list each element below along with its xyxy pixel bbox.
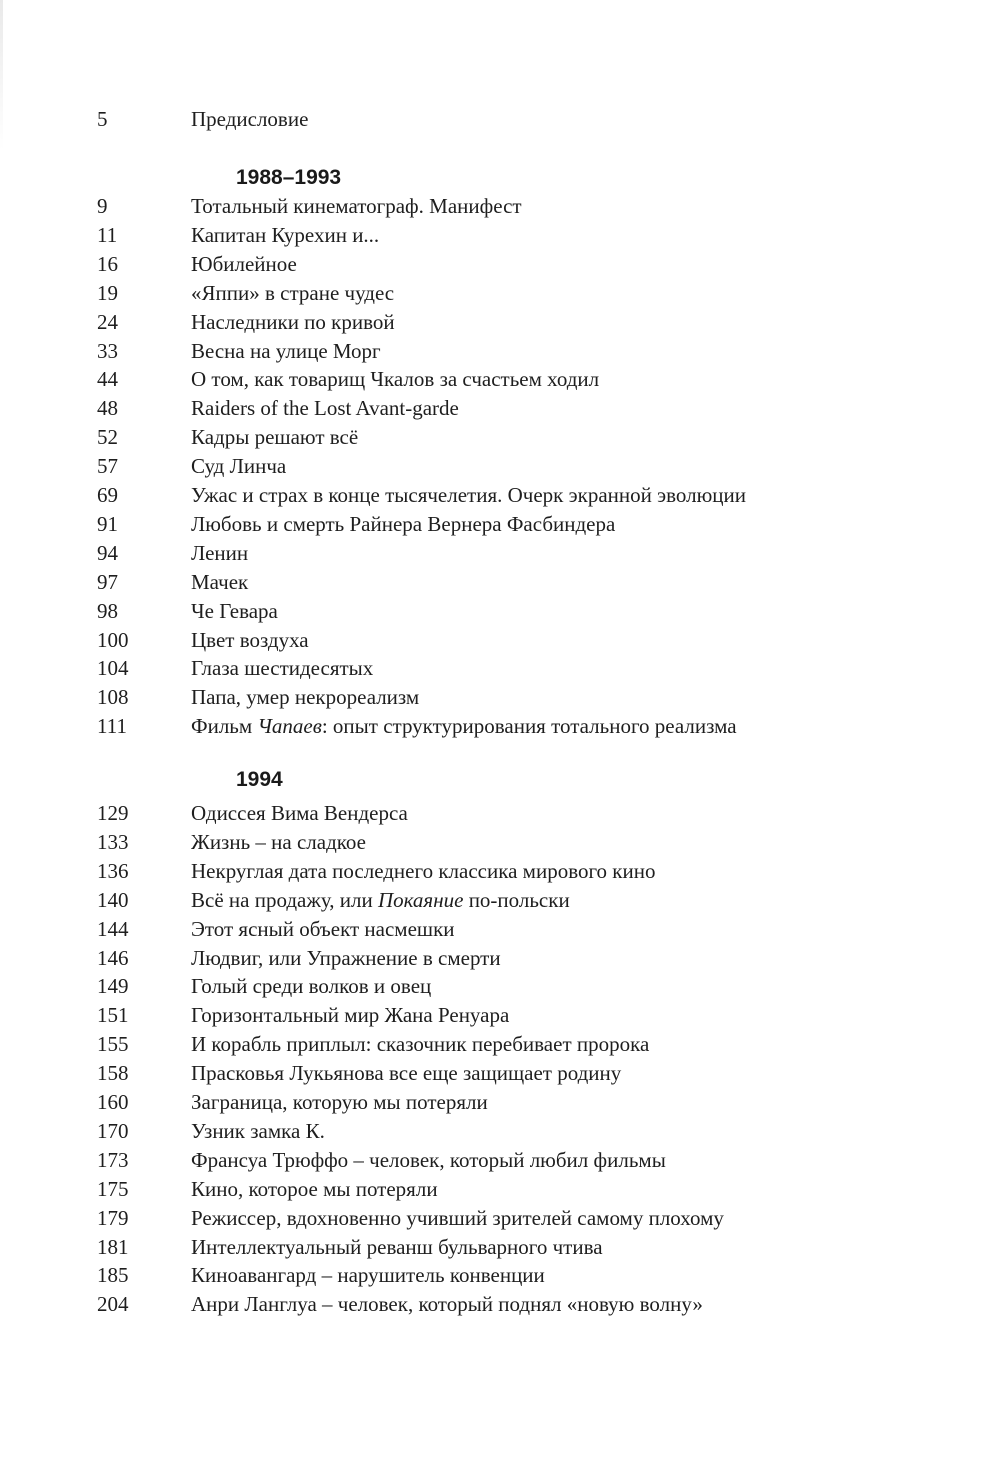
toc-title: Глаза шестидесятых [191, 656, 374, 681]
toc-page-number: 140 [97, 887, 129, 912]
toc-entry [0, 279, 1000, 308]
toc-title: Кино, которое мы потеряли [191, 1176, 438, 1201]
toc-title: Предисловие [191, 107, 309, 131]
section-heading: 1994 [236, 768, 283, 791]
toc-entry [0, 1233, 1000, 1262]
toc-title-part: Всё на продажу, или [191, 887, 378, 912]
toc-title: Весна на улице Морг [191, 338, 381, 363]
toc-entry [0, 250, 1000, 279]
toc-page-number: 173 [97, 1147, 129, 1172]
toc-page-number: 146 [97, 945, 129, 970]
toc-page-number: 204 [97, 1292, 129, 1317]
toc-page-number: 108 [97, 685, 129, 710]
toc-page-number: 175 [97, 1176, 129, 1201]
toc-page-number: 158 [97, 1061, 129, 1086]
toc-title: Некруглая дата последнего классика мирового кино [191, 858, 656, 883]
toc-title-italic: Чапаев [257, 714, 322, 739]
toc-page-number: 94 [97, 540, 118, 565]
toc-entry [0, 828, 1000, 857]
toc-entry [0, 510, 1000, 539]
toc-title: Людвиг, или Упражнение в смерти [191, 945, 501, 970]
toc-page-number: 69 [97, 483, 118, 507]
toc-title: Капитан Курехин и... [191, 222, 380, 247]
toc-entry [0, 221, 1000, 250]
toc-page-number: 24 [97, 309, 118, 334]
toc-page-number: 97 [97, 569, 118, 594]
toc-entry [0, 192, 1000, 221]
toc-page-number: 179 [97, 1205, 129, 1230]
toc-entry [0, 683, 1000, 712]
toc-title: Анри Ланглуа – человек, который поднял «новую волну» [191, 1292, 703, 1317]
toc-page-number: 9 [97, 194, 108, 218]
toc-title: Прасковья Лукьянова все еще защищает родину [191, 1061, 622, 1086]
toc-page-number: 11 [97, 222, 118, 247]
toc-page-number: 129 [97, 801, 129, 825]
toc-entry [0, 857, 1000, 886]
toc-entry [0, 539, 1000, 568]
toc-page-number: 160 [97, 1090, 129, 1114]
toc-title [191, 712, 737, 741]
toc-title: Заграница, которую мы потеряли [191, 1090, 488, 1114]
toc-title-part: : опыт структурирования тотального реализма [321, 714, 737, 739]
toc-title: Любовь и смерть Райнера Вернера Фасбиндера [191, 511, 616, 536]
toc-entry [0, 626, 1000, 655]
toc-title [191, 886, 570, 915]
toc-page-number: 133 [97, 829, 129, 854]
toc-page-number: 149 [97, 974, 129, 999]
toc-title: Узник замка К. [191, 1118, 325, 1143]
toc-entry [0, 1030, 1000, 1059]
toc-entry [0, 337, 1000, 366]
toc-entry [0, 365, 1000, 394]
toc-title: Че Гевара [191, 598, 278, 623]
toc-title: Киноавангард – нарушитель конвенции [191, 1263, 545, 1288]
toc-page-number: 111 [97, 714, 127, 739]
toc-page-number: 57 [97, 454, 118, 479]
toc-page-number: 170 [97, 1118, 129, 1143]
toc-entry [0, 452, 1000, 481]
toc-entry [0, 1059, 1000, 1088]
toc-entry [0, 423, 1000, 452]
toc-entry [0, 308, 1000, 337]
toc-entry [0, 915, 1000, 944]
toc-title: О том, как товарищ Чкалов за счастьем ходил [191, 367, 600, 392]
toc-page-number: 5 [97, 107, 108, 131]
toc-entry [0, 886, 1000, 915]
toc-title: Ужас и страх в конце тысячелетия. Очерк экранной эволюции [191, 483, 747, 507]
toc-entry [0, 1204, 1000, 1233]
toc-page-number: 151 [97, 1003, 129, 1028]
toc-title: Жизнь – на сладкое [191, 829, 366, 854]
toc-entry [0, 394, 1000, 423]
toc-page-number: 52 [97, 425, 118, 450]
toc-page-number: 185 [97, 1263, 129, 1288]
toc-title-part: по-польски [463, 887, 570, 912]
toc-title: Кадры решают всё [191, 425, 359, 450]
toc-entry [0, 654, 1000, 683]
toc-title: Суд Линча [191, 454, 287, 479]
toc-page-number: 44 [97, 367, 118, 392]
toc-page-number: 104 [97, 656, 129, 681]
toc-entry [0, 568, 1000, 597]
toc-title: Наследники по кривой [191, 309, 395, 334]
toc-title: И корабль приплыл: сказочник перебивает пророка [191, 1032, 650, 1057]
toc-page-number: 155 [97, 1032, 129, 1057]
toc-entry [0, 1261, 1000, 1290]
toc-title: Горизонтальный мир Жана Ренуара [191, 1003, 510, 1028]
toc-title: Одиссея Вима Вендерса [191, 801, 408, 825]
toc-title: Папа, умер некрореализм [191, 685, 420, 710]
toc-title-part: Фильм [191, 714, 258, 739]
toc-title: «Яппи» в стране чудес [191, 280, 395, 305]
toc-entry [0, 1001, 1000, 1030]
toc-page-number: 136 [97, 858, 129, 883]
toc-page-number: 181 [97, 1234, 129, 1259]
toc-title: Raiders of the Lost Avant-garde [191, 396, 459, 421]
toc-title: Цвет воздуха [191, 627, 309, 652]
toc-entry [0, 944, 1000, 973]
toc-title: Интеллектуальный реванш бульварного чтива [191, 1234, 603, 1259]
toc-entry [0, 1117, 1000, 1146]
toc-title: Режиссер, вдохновенно учивший зрителей самому плохому [191, 1205, 724, 1230]
toc-title: Голый среди волков и овец [191, 974, 432, 999]
toc-title-italic: Покаяние [377, 887, 464, 912]
toc-entry [0, 1175, 1000, 1204]
toc-entry [0, 481, 1000, 510]
toc-entry [0, 597, 1000, 626]
toc-title: Этот ясный объект насмешки [191, 916, 455, 941]
toc-entry [0, 1088, 1000, 1117]
toc-title: Тотальный кинематограф. Манифест [191, 194, 522, 218]
toc-entry [0, 712, 1000, 741]
toc-page-number: 91 [97, 511, 118, 536]
toc-page-number: 100 [97, 627, 129, 652]
toc-entry [0, 1290, 1000, 1319]
toc-page-number: 19 [97, 280, 118, 305]
toc-page-number: 33 [97, 338, 118, 363]
toc-entry [0, 799, 1000, 828]
toc-title: Франсуа Трюффо – человек, который любил фильмы [191, 1147, 666, 1172]
toc-page-number: 144 [97, 916, 129, 941]
toc-entry [0, 972, 1000, 1001]
toc-title: Мачек [191, 569, 249, 594]
toc-entry-preface [0, 105, 1000, 134]
toc-page-number: 98 [97, 598, 118, 623]
toc-page-number: 16 [97, 251, 118, 276]
toc-title: Ленин [191, 540, 249, 565]
toc-entry [0, 1146, 1000, 1175]
toc-page-number: 48 [97, 396, 118, 421]
toc-title: Юбилейное [191, 251, 297, 276]
section-heading: 1988–1993 [236, 166, 342, 189]
